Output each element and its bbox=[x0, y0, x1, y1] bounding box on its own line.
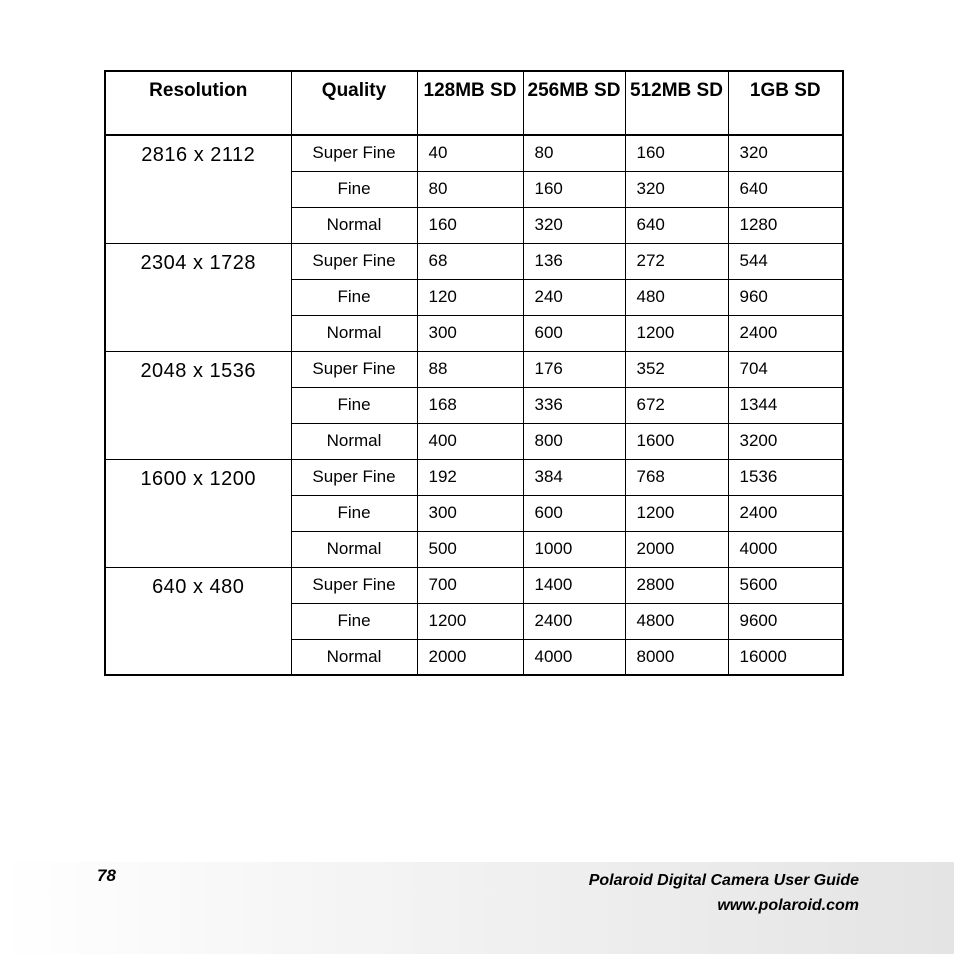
quality-cell: Super Fine bbox=[291, 135, 417, 171]
count-256mb-cell: 4000 bbox=[523, 639, 625, 675]
count-512mb-cell: 352 bbox=[625, 351, 728, 387]
table-row bbox=[105, 351, 843, 387]
quality-cell: Fine bbox=[291, 495, 417, 531]
count-512mb-cell: 160 bbox=[625, 135, 728, 171]
count-1gb-cell: 16000 bbox=[728, 639, 843, 675]
count-128mb-cell: 500 bbox=[417, 531, 523, 567]
count-1gb-cell: 640 bbox=[728, 171, 843, 207]
count-1gb-cell: 3200 bbox=[728, 423, 843, 459]
count-1gb-cell: 2400 bbox=[728, 495, 843, 531]
count-512mb-cell: 768 bbox=[625, 459, 728, 495]
count-128mb-cell: 168 bbox=[417, 387, 523, 423]
count-256mb-cell: 160 bbox=[523, 171, 625, 207]
table-row bbox=[105, 243, 843, 279]
count-256mb-cell: 80 bbox=[523, 135, 625, 171]
quality-cell: Fine bbox=[291, 171, 417, 207]
count-128mb-cell: 300 bbox=[417, 495, 523, 531]
quality-cell: Fine bbox=[291, 387, 417, 423]
table-row bbox=[105, 135, 843, 171]
quality-cell: Super Fine bbox=[291, 351, 417, 387]
count-256mb-cell: 384 bbox=[523, 459, 625, 495]
count-1gb-cell: 4000 bbox=[728, 531, 843, 567]
resolution-cell: 2304 x 1728 bbox=[105, 243, 291, 351]
count-1gb-cell: 9600 bbox=[728, 603, 843, 639]
count-512mb-cell: 672 bbox=[625, 387, 728, 423]
quality-cell: Normal bbox=[291, 531, 417, 567]
count-512mb-cell: 1600 bbox=[625, 423, 728, 459]
header-resolution: Resolution bbox=[105, 71, 291, 135]
header-quality: Quality bbox=[291, 71, 417, 135]
resolution-cell: 1600 x 1200 bbox=[105, 459, 291, 567]
quality-cell: Super Fine bbox=[291, 459, 417, 495]
table-body bbox=[105, 135, 843, 675]
quality-cell: Normal bbox=[291, 423, 417, 459]
count-512mb-cell: 320 bbox=[625, 171, 728, 207]
count-512mb-cell: 480 bbox=[625, 279, 728, 315]
count-512mb-cell: 4800 bbox=[625, 603, 728, 639]
count-128mb-cell: 1200 bbox=[417, 603, 523, 639]
quality-cell: Fine bbox=[291, 603, 417, 639]
resolution-cell: 2816 x 2112 bbox=[105, 135, 291, 243]
count-512mb-cell: 1200 bbox=[625, 495, 728, 531]
count-128mb-cell: 700 bbox=[417, 567, 523, 603]
count-256mb-cell: 240 bbox=[523, 279, 625, 315]
header-128mb: 128MB SD bbox=[417, 71, 523, 135]
count-128mb-cell: 68 bbox=[417, 243, 523, 279]
count-512mb-cell: 2000 bbox=[625, 531, 728, 567]
count-1gb-cell: 1536 bbox=[728, 459, 843, 495]
count-256mb-cell: 600 bbox=[523, 315, 625, 351]
count-512mb-cell: 640 bbox=[625, 207, 728, 243]
header-256mb: 256MB SD bbox=[523, 71, 625, 135]
resolution-cell: 2048 x 1536 bbox=[105, 351, 291, 459]
count-256mb-cell: 2400 bbox=[523, 603, 625, 639]
count-256mb-cell: 1000 bbox=[523, 531, 625, 567]
count-256mb-cell: 336 bbox=[523, 387, 625, 423]
image-capacity-table bbox=[104, 70, 844, 676]
footer-guide-title: Polaroid Digital Camera User Guide bbox=[588, 872, 859, 889]
count-512mb-cell: 2800 bbox=[625, 567, 728, 603]
quality-cell: Normal bbox=[291, 639, 417, 675]
count-128mb-cell: 160 bbox=[417, 207, 523, 243]
count-1gb-cell: 1280 bbox=[728, 207, 843, 243]
count-256mb-cell: 136 bbox=[523, 243, 625, 279]
table-header-row bbox=[105, 71, 843, 135]
count-1gb-cell: 320 bbox=[728, 135, 843, 171]
count-128mb-cell: 120 bbox=[417, 279, 523, 315]
count-1gb-cell: 704 bbox=[728, 351, 843, 387]
quality-cell: Super Fine bbox=[291, 243, 417, 279]
count-1gb-cell: 1344 bbox=[728, 387, 843, 423]
count-128mb-cell: 300 bbox=[417, 315, 523, 351]
count-512mb-cell: 1200 bbox=[625, 315, 728, 351]
quality-cell: Normal bbox=[291, 315, 417, 351]
count-128mb-cell: 192 bbox=[417, 459, 523, 495]
count-256mb-cell: 176 bbox=[523, 351, 625, 387]
count-256mb-cell: 600 bbox=[523, 495, 625, 531]
count-128mb-cell: 88 bbox=[417, 351, 523, 387]
page-number: 78 bbox=[97, 866, 116, 885]
count-1gb-cell: 544 bbox=[728, 243, 843, 279]
count-256mb-cell: 1400 bbox=[523, 567, 625, 603]
count-1gb-cell: 960 bbox=[728, 279, 843, 315]
quality-cell: Normal bbox=[291, 207, 417, 243]
table-row bbox=[105, 567, 843, 603]
count-1gb-cell: 2400 bbox=[728, 315, 843, 351]
header-512mb: 512MB SD bbox=[625, 71, 728, 135]
count-512mb-cell: 8000 bbox=[625, 639, 728, 675]
quality-cell: Super Fine bbox=[291, 567, 417, 603]
count-512mb-cell: 272 bbox=[625, 243, 728, 279]
resolution-cell: 640 x 480 bbox=[105, 567, 291, 675]
count-128mb-cell: 2000 bbox=[417, 639, 523, 675]
count-256mb-cell: 800 bbox=[523, 423, 625, 459]
footer-url: www.polaroid.com bbox=[717, 897, 859, 914]
table-row bbox=[105, 459, 843, 495]
count-128mb-cell: 40 bbox=[417, 135, 523, 171]
count-128mb-cell: 80 bbox=[417, 171, 523, 207]
count-1gb-cell: 5600 bbox=[728, 567, 843, 603]
header-1gb: 1GB SD bbox=[728, 71, 843, 135]
count-256mb-cell: 320 bbox=[523, 207, 625, 243]
count-128mb-cell: 400 bbox=[417, 423, 523, 459]
quality-cell: Fine bbox=[291, 279, 417, 315]
